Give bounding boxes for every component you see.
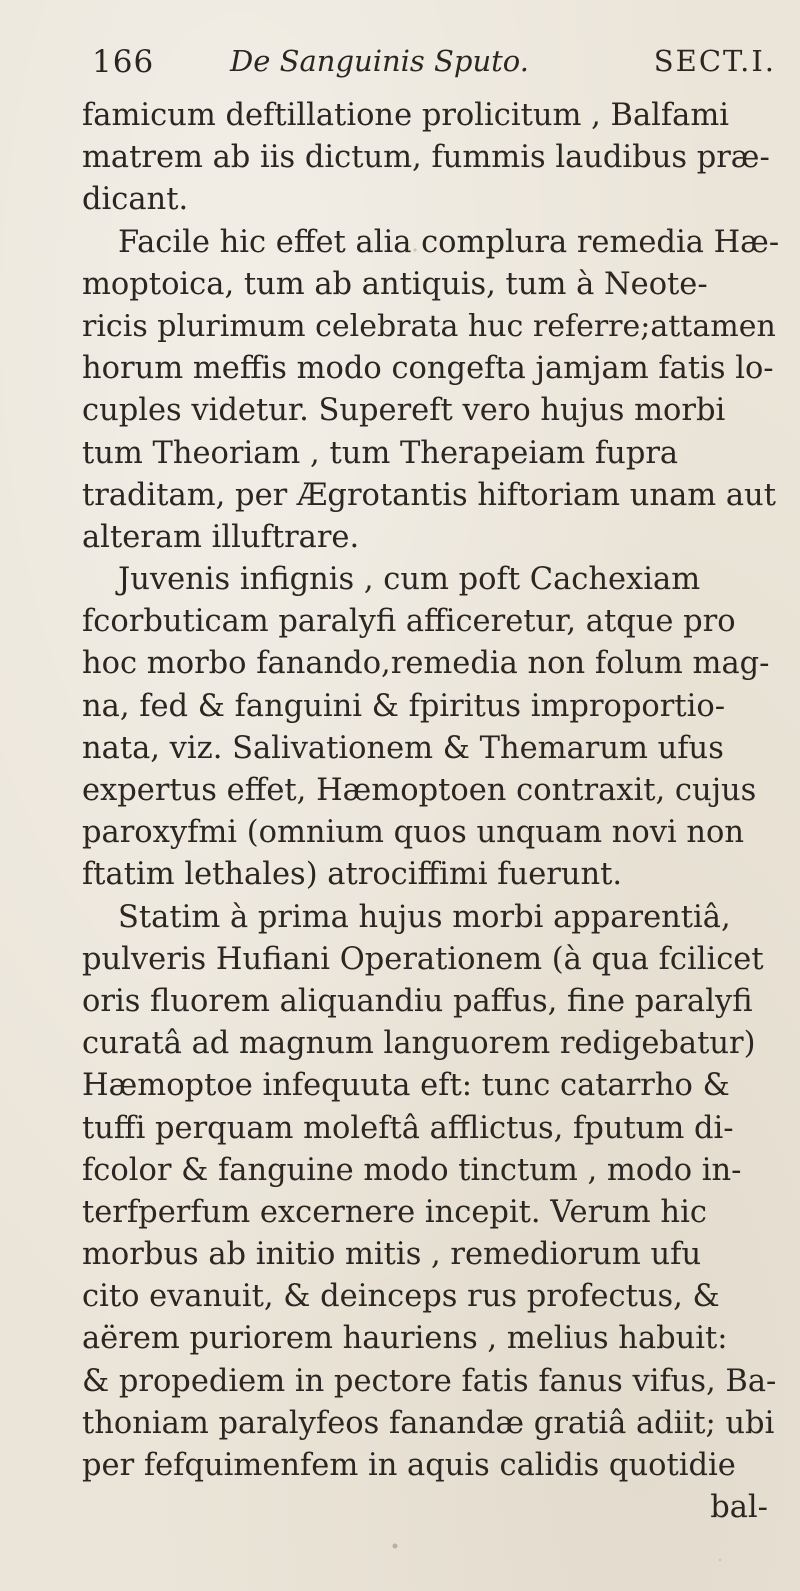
text-line: & propediem in pectore fatis fanus vifus, Ba- xyxy=(82,1363,777,1399)
catchword: bal- xyxy=(710,1490,768,1526)
text-line: ricis plurimum celebrata huc referre;attamen xyxy=(82,308,776,344)
text-line: fcolor & fanguine modo tinctum , modo in- xyxy=(82,1152,742,1188)
running-title: De Sanguinis Sputo. xyxy=(230,44,529,78)
page-number: 166 xyxy=(92,44,155,80)
text-line: terfperfum excernere incepit. Verum hic xyxy=(82,1194,707,1230)
text-line: cuples videtur. Supereft vero hujus morbi xyxy=(82,393,726,429)
page-header xyxy=(92,44,782,88)
text-line: thoniam paralyfeos fanandæ gratiâ adiit; ubi xyxy=(82,1405,775,1441)
text-line: ftatim lethales) atrociffimi fuerunt. xyxy=(82,857,623,893)
text-line: pulveris Hufiani Operationem (à qua fcilicet xyxy=(82,941,764,977)
text-line: nata, viz. Salivationem & Themarum ufus xyxy=(82,730,724,766)
text-line: tuffi perquam moleftâ afflictus, fputum di- xyxy=(82,1110,734,1146)
text-line: traditam, per Ægrotantis hiftoriam unam aut xyxy=(82,477,776,513)
text-line: matrem ab iis dictum, fummis laudibus præ- xyxy=(82,140,770,176)
text-line: paroxyfmi (omnium quos unquam novi non xyxy=(82,815,745,851)
body-text xyxy=(82,95,782,1529)
text-line: curatâ ad magnum languorem redigebatur) xyxy=(82,1026,756,1062)
text-line: expertus effet, Hæmoptoen contraxit, cujus xyxy=(82,773,757,808)
text-line: na, fed & fanguini & fpiritus improportio- xyxy=(82,688,726,724)
text-line: Statim à prima hujus morbi apparentiâ, xyxy=(118,899,731,935)
text-line: moptoica, tum ab antiquis, tum à Neote- xyxy=(82,266,708,302)
text-line: morbus ab initio mitis , remediorum ufu xyxy=(82,1237,702,1273)
text-line: alteram illuftrare. xyxy=(82,519,360,555)
text-line: cito evanuit, & deinceps rus profectus, & xyxy=(82,1279,720,1315)
text-line: Hæmoptoe infequuta eft: tunc catarrho & xyxy=(82,1068,730,1104)
text-line: per fefquimenfem in aquis calidis quotidie xyxy=(82,1448,736,1483)
text-line: tum Theoriam , tum Therapeiam fupra xyxy=(82,435,679,471)
text-line: hoc morbo fanando,remedia non folum mag- xyxy=(82,646,770,682)
text-line: famicum deftillatione prolicitum , Balfami xyxy=(82,98,730,133)
text-line: aërem puriorem hauriens , melius habuit: xyxy=(82,1321,728,1357)
text-line: Facile hic effet alia complura remedia Hæ- xyxy=(118,224,780,260)
text-line: Juvenis infignis , cum poft Cachexiam xyxy=(118,562,701,598)
text-line: oris fluorem aliquandiu paffus, fine paralyfi xyxy=(82,983,753,1019)
text-line: dicant. xyxy=(82,182,189,218)
text-line: horum meffis modo congefta jamjam fatis lo- xyxy=(82,351,774,387)
section-label: SECT.I. xyxy=(653,44,776,78)
text-line: fcorbuticam paralyfi afficeretur, atque pro xyxy=(82,604,736,640)
